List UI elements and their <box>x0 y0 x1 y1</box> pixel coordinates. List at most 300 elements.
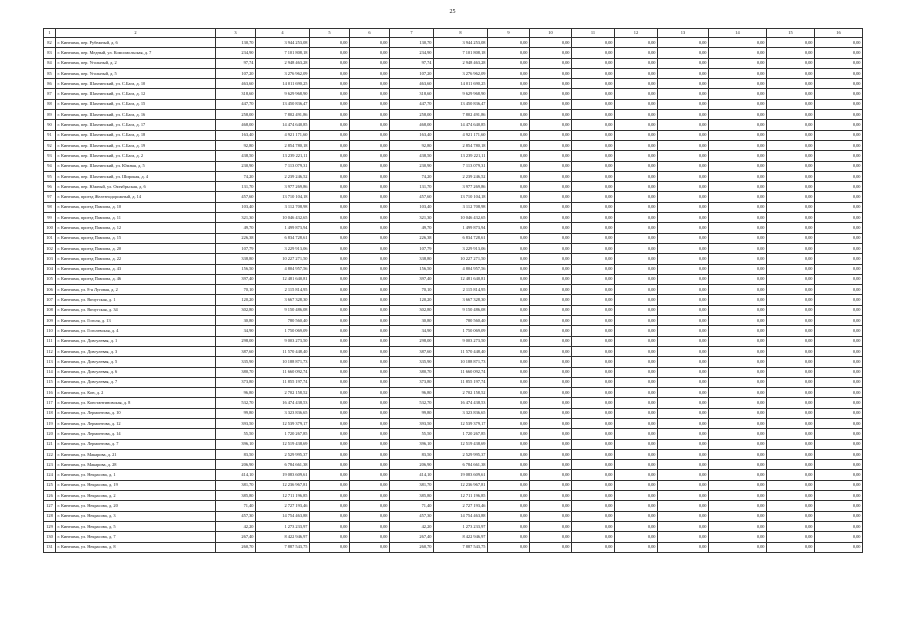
value-cell: 0,00 <box>709 388 767 398</box>
value-cell: 0,00 <box>310 346 350 356</box>
value-cell: 0,00 <box>488 79 530 89</box>
value-cell: 0,00 <box>530 491 572 501</box>
table-row <box>44 346 863 356</box>
value-cell: 8 422 946,97 <box>434 532 488 542</box>
value-cell: 0,00 <box>767 38 815 48</box>
address-cell: г. Кинешма, ул. Лермонтова, д. 14 <box>56 429 216 439</box>
value-cell: 14 754 463,88 <box>256 511 310 521</box>
value-cell: 0,00 <box>310 58 350 68</box>
value-cell: 12 539 379,17 <box>434 418 488 428</box>
value-cell: 457,30 <box>390 511 434 521</box>
row-number-cell: 93 <box>44 151 56 161</box>
address-cell: г. Кинешма, пер. Угольный, д. 2 <box>56 58 216 68</box>
value-cell: 0,00 <box>310 99 350 109</box>
value-cell: 0,00 <box>350 99 390 109</box>
value-cell: 2 529 995,37 <box>256 449 310 459</box>
row-number-cell: 120 <box>44 429 56 439</box>
row-number-cell: 92 <box>44 140 56 150</box>
value-cell: 1 720 267,85 <box>434 429 488 439</box>
value-cell: 0,00 <box>488 305 530 315</box>
value-cell: 0,00 <box>310 542 350 552</box>
value-cell: 14 474 640,85 <box>434 120 488 130</box>
address-cell: г. Кинешма, ул. Некрасова, д. 5 <box>56 521 216 531</box>
value-cell: 0,00 <box>709 357 767 367</box>
table-row <box>44 171 863 181</box>
column-number-10: 10 <box>530 29 572 38</box>
value-cell: 0,00 <box>572 346 615 356</box>
value-cell: 0,00 <box>658 521 709 531</box>
row-number-cell: 105 <box>44 274 56 284</box>
value-cell: 0,00 <box>767 140 815 150</box>
value-cell: 70,10 <box>390 285 434 295</box>
value-cell: 130,70 <box>216 38 256 48</box>
value-cell: 0,00 <box>530 223 572 233</box>
value-cell: 0,00 <box>709 460 767 470</box>
value-cell: 0,00 <box>658 491 709 501</box>
value-cell: 0,00 <box>709 140 767 150</box>
value-cell: 414,10 <box>390 470 434 480</box>
value-cell: 0,00 <box>615 38 658 48</box>
value-cell: 447,70 <box>390 99 434 109</box>
value-cell: 0,00 <box>767 110 815 120</box>
value-cell: 10 046 432,65 <box>434 213 488 223</box>
value-cell: 0,00 <box>658 130 709 140</box>
value-cell: 107,20 <box>390 68 434 78</box>
column-number-16: 16 <box>815 29 863 38</box>
value-cell: 0,00 <box>658 223 709 233</box>
value-cell: 0,00 <box>709 480 767 490</box>
table-row <box>44 130 863 140</box>
value-cell: 0,00 <box>709 99 767 109</box>
value-cell: 0,00 <box>709 305 767 315</box>
value-cell: 318,60 <box>390 89 434 99</box>
value-cell: 321,30 <box>390 213 434 223</box>
value-cell: 0,00 <box>350 171 390 181</box>
value-cell: 0,00 <box>488 213 530 223</box>
value-cell: 0,00 <box>310 336 350 346</box>
value-cell: 0,00 <box>767 480 815 490</box>
address-cell: г. Кинешма, пер. Шахтинский, ул. Южная, д. 5 <box>56 161 216 171</box>
value-cell: 0,00 <box>350 346 390 356</box>
value-cell: 0,00 <box>658 532 709 542</box>
value-cell: 30,80 <box>216 316 256 326</box>
value-cell: 0,00 <box>310 398 350 408</box>
value-cell: 0,00 <box>310 151 350 161</box>
value-cell: 780 560,40 <box>434 316 488 326</box>
value-cell: 0,00 <box>350 377 390 387</box>
value-cell: 0,00 <box>615 192 658 202</box>
value-cell: 0,00 <box>488 398 530 408</box>
value-cell: 0,00 <box>815 408 863 418</box>
address-cell: г. Кинешма, проезд Павлова, д. 12 <box>56 223 216 233</box>
value-cell: 14 011 690,25 <box>434 79 488 89</box>
value-cell: 0,00 <box>488 408 530 418</box>
value-cell: 0,00 <box>488 274 530 284</box>
value-cell: 0,00 <box>658 429 709 439</box>
value-cell: 0,00 <box>767 223 815 233</box>
value-cell: 0,00 <box>530 254 572 264</box>
value-cell: 0,00 <box>350 491 390 501</box>
row-number-cell: 100 <box>44 223 56 233</box>
value-cell: 2 727 193,46 <box>434 501 488 511</box>
value-cell: 9 003 273,50 <box>434 336 488 346</box>
value-cell: 0,00 <box>615 182 658 192</box>
value-cell: 19 083 609,61 <box>256 470 310 480</box>
value-cell: 163,40 <box>390 130 434 140</box>
value-cell: 49,70 <box>216 223 256 233</box>
value-cell: 0,00 <box>658 264 709 274</box>
address-cell: г. Кинешма, проезд Железнодорожный, д. 14 <box>56 192 216 202</box>
value-cell: 267,40 <box>216 532 256 542</box>
value-cell: 414,10 <box>216 470 256 480</box>
value-cell: 0,00 <box>488 501 530 511</box>
value-cell: 0,00 <box>767 439 815 449</box>
table-row <box>44 264 863 274</box>
value-cell: 0,00 <box>350 336 390 346</box>
value-cell: 0,00 <box>530 264 572 274</box>
value-cell: 0,00 <box>658 501 709 511</box>
value-cell: 0,00 <box>572 233 615 243</box>
value-cell: 0,00 <box>572 58 615 68</box>
value-cell: 11 660 092,74 <box>256 367 310 377</box>
value-cell: 9 003 273,50 <box>256 336 310 346</box>
value-cell: 0,00 <box>572 68 615 78</box>
value-cell: 0,00 <box>488 491 530 501</box>
value-cell: 206,90 <box>390 460 434 470</box>
value-cell: 1 750 069,09 <box>256 326 310 336</box>
value-cell: 0,00 <box>815 120 863 130</box>
value-cell: 0,00 <box>615 326 658 336</box>
value-cell: 0,00 <box>572 491 615 501</box>
address-cell: г. Кинешма, пер. Шахтинский, ул. С.Бага, д. 16 <box>56 110 216 120</box>
value-cell: 0,00 <box>350 388 390 398</box>
value-cell: 0,00 <box>767 460 815 470</box>
row-number-cell: 91 <box>44 130 56 140</box>
column-number-2: 2 <box>56 29 216 38</box>
value-cell: 42,20 <box>216 521 256 531</box>
value-cell: 0,00 <box>658 89 709 99</box>
value-cell: 0,00 <box>350 511 390 521</box>
value-cell: 0,00 <box>615 377 658 387</box>
value-cell: 0,00 <box>310 480 350 490</box>
value-cell: 0,00 <box>615 99 658 109</box>
value-cell: 0,00 <box>615 161 658 171</box>
value-cell: 0,00 <box>815 38 863 48</box>
value-cell: 0,00 <box>815 418 863 428</box>
row-number-cell: 128 <box>44 511 56 521</box>
value-cell: 0,00 <box>815 357 863 367</box>
value-cell: 0,00 <box>530 171 572 181</box>
value-cell: 0,00 <box>530 99 572 109</box>
value-cell: 0,00 <box>815 68 863 78</box>
row-number-cell: 99 <box>44 213 56 223</box>
value-cell: 2 115 814,95 <box>434 285 488 295</box>
row-number-cell: 113 <box>44 357 56 367</box>
value-cell: 0,00 <box>488 449 530 459</box>
value-cell: 373,80 <box>390 377 434 387</box>
register-table <box>43 28 863 553</box>
value-cell: 0,00 <box>815 213 863 223</box>
value-cell: 0,00 <box>658 202 709 212</box>
value-cell: 0,00 <box>488 120 530 130</box>
value-cell: 387,60 <box>216 346 256 356</box>
row-number-cell: 104 <box>44 264 56 274</box>
value-cell: 260,70 <box>216 542 256 552</box>
value-cell: 0,00 <box>530 449 572 459</box>
value-cell: 0,00 <box>615 223 658 233</box>
value-cell: 0,00 <box>767 243 815 253</box>
value-cell: 0,00 <box>488 377 530 387</box>
value-cell: 0,00 <box>310 48 350 58</box>
value-cell: 0,00 <box>310 68 350 78</box>
table-row <box>44 99 863 109</box>
value-cell: 0,00 <box>572 99 615 109</box>
value-cell: 0,00 <box>310 316 350 326</box>
value-cell: 0,00 <box>658 99 709 109</box>
value-cell: 0,00 <box>488 68 530 78</box>
value-cell: 0,00 <box>350 254 390 264</box>
value-cell: 0,00 <box>530 120 572 130</box>
value-cell: 0,00 <box>350 223 390 233</box>
value-cell: 0,00 <box>767 336 815 346</box>
address-cell: г. Кинешма, ул. Некрасова, д. 7 <box>56 532 216 542</box>
address-cell: г. Кинешма, ул. Довгулевая, д. 7 <box>56 377 216 387</box>
value-cell: 0,00 <box>572 532 615 542</box>
table-row <box>44 243 863 253</box>
value-cell: 0,00 <box>350 89 390 99</box>
value-cell: 0,00 <box>767 418 815 428</box>
table-row <box>44 398 863 408</box>
value-cell: 0,00 <box>767 48 815 58</box>
value-cell: 13 450 836,47 <box>256 99 310 109</box>
value-cell: 0,00 <box>767 326 815 336</box>
value-cell: 0,00 <box>615 202 658 212</box>
column-number-4: 4 <box>256 29 310 38</box>
row-number-cell: 129 <box>44 521 56 531</box>
value-cell: 0,00 <box>615 213 658 223</box>
column-number-12: 12 <box>615 29 658 38</box>
value-cell: 107,79 <box>216 243 256 253</box>
value-cell: 0,00 <box>658 480 709 490</box>
value-cell: 0,00 <box>709 120 767 130</box>
value-cell: 0,00 <box>767 429 815 439</box>
value-cell: 0,00 <box>615 532 658 542</box>
value-cell: 0,00 <box>530 480 572 490</box>
value-cell: 0,00 <box>530 398 572 408</box>
table-row <box>44 79 863 89</box>
value-cell: 0,00 <box>350 398 390 408</box>
row-number-cell: 94 <box>44 161 56 171</box>
value-cell: 7 887 543,75 <box>256 542 310 552</box>
value-cell: 0,00 <box>658 336 709 346</box>
value-cell: 0,00 <box>815 202 863 212</box>
value-cell: 397,40 <box>216 274 256 284</box>
value-cell: 0,00 <box>615 79 658 89</box>
value-cell: 0,00 <box>767 367 815 377</box>
value-cell: 0,00 <box>350 367 390 377</box>
table-row <box>44 542 863 552</box>
value-cell: 7 802 491,86 <box>434 110 488 120</box>
value-cell: 10 046 432,65 <box>256 213 310 223</box>
value-cell: 0,00 <box>310 408 350 418</box>
value-cell: 0,00 <box>709 274 767 284</box>
value-cell: 55,50 <box>216 429 256 439</box>
value-cell: 0,00 <box>350 274 390 284</box>
value-cell: 0,00 <box>709 58 767 68</box>
value-cell: 30,80 <box>390 316 434 326</box>
table-row <box>44 367 863 377</box>
table-row <box>44 120 863 130</box>
value-cell: 1 750 069,09 <box>434 326 488 336</box>
value-cell: 0,00 <box>767 511 815 521</box>
value-cell: 0,00 <box>350 140 390 150</box>
value-cell: 0,00 <box>615 68 658 78</box>
value-cell: 0,00 <box>350 532 390 542</box>
value-cell: 0,00 <box>530 336 572 346</box>
value-cell: 0,00 <box>488 99 530 109</box>
value-cell: 0,00 <box>767 233 815 243</box>
value-cell: 0,00 <box>767 171 815 181</box>
value-cell: 71,40 <box>390 501 434 511</box>
value-cell: 0,00 <box>488 140 530 150</box>
address-cell: г. Кинешма, ул. Довгулевая, д. 6 <box>56 367 216 377</box>
value-cell: 0,00 <box>350 470 390 480</box>
value-cell: 1 273 233,97 <box>256 521 310 531</box>
value-cell: 0,00 <box>572 223 615 233</box>
value-cell: 0,00 <box>350 460 390 470</box>
address-cell: г. Кинешма, пер. Шахтинский, ул. С.Бага, д. 19 <box>56 140 216 150</box>
value-cell: 0,00 <box>488 346 530 356</box>
value-cell: 0,00 <box>815 316 863 326</box>
row-number-cell: 87 <box>44 89 56 99</box>
table-row <box>44 140 863 150</box>
value-cell: 0,00 <box>310 140 350 150</box>
value-cell: 468,00 <box>390 120 434 130</box>
value-cell: 0,00 <box>310 511 350 521</box>
value-cell: 0,00 <box>658 295 709 305</box>
value-cell: 0,00 <box>709 295 767 305</box>
value-cell: 0,00 <box>615 264 658 274</box>
value-cell: 0,00 <box>615 120 658 130</box>
value-cell: 10 227 271,50 <box>256 254 310 264</box>
value-cell: 10 188 871,73 <box>434 357 488 367</box>
value-cell: 396,10 <box>390 439 434 449</box>
value-cell: 258,00 <box>390 110 434 120</box>
value-cell: 457,60 <box>216 192 256 202</box>
value-cell: 0,00 <box>709 151 767 161</box>
value-cell: 0,00 <box>815 480 863 490</box>
value-cell: 70,10 <box>216 285 256 295</box>
value-cell: 0,00 <box>658 346 709 356</box>
value-cell: 103,40 <box>216 202 256 212</box>
value-cell: 0,00 <box>572 511 615 521</box>
value-cell: 107,79 <box>390 243 434 253</box>
value-cell: 7 113 079,31 <box>434 161 488 171</box>
value-cell: 0,00 <box>572 243 615 253</box>
value-cell: 0,00 <box>350 68 390 78</box>
value-cell: 0,00 <box>572 171 615 181</box>
value-cell: 0,00 <box>815 254 863 264</box>
value-cell: 0,00 <box>310 295 350 305</box>
value-cell: 0,00 <box>815 182 863 192</box>
value-cell: 0,00 <box>310 326 350 336</box>
value-cell: 0,00 <box>530 285 572 295</box>
table-row <box>44 336 863 346</box>
value-cell: 0,00 <box>615 408 658 418</box>
value-cell: 83,50 <box>390 449 434 459</box>
value-cell: 0,00 <box>488 182 530 192</box>
table-row <box>44 408 863 418</box>
value-cell: 156,50 <box>390 264 434 274</box>
address-cell: г. Кинешма, пер. Медный, ул. Комсомольская, д. 7 <box>56 48 216 58</box>
value-cell: 230,90 <box>216 161 256 171</box>
value-cell: 0,00 <box>615 243 658 253</box>
value-cell: 385,80 <box>216 491 256 501</box>
value-cell: 0,00 <box>488 367 530 377</box>
row-number-cell: 124 <box>44 470 56 480</box>
value-cell: 0,00 <box>310 110 350 120</box>
value-cell: 0,00 <box>658 408 709 418</box>
value-cell: 0,00 <box>310 357 350 367</box>
row-number-cell: 85 <box>44 68 56 78</box>
value-cell: 0,00 <box>615 521 658 531</box>
value-cell: 0,00 <box>310 418 350 428</box>
value-cell: 0,00 <box>658 161 709 171</box>
value-cell: 4 921 171,60 <box>434 130 488 140</box>
column-number-13: 13 <box>658 29 709 38</box>
address-cell: г. Кинешма, пер. Шахтинский, ул. С.Бага, д. 10 <box>56 79 216 89</box>
value-cell: 0,00 <box>709 470 767 480</box>
value-cell: 0,00 <box>767 79 815 89</box>
value-cell: 16 474 438,53 <box>256 398 310 408</box>
value-cell: 0,00 <box>530 388 572 398</box>
table-row <box>44 68 863 78</box>
value-cell: 0,00 <box>815 243 863 253</box>
column-number-3: 3 <box>216 29 256 38</box>
value-cell: 0,00 <box>767 357 815 367</box>
value-cell: 0,00 <box>488 223 530 233</box>
row-number-cell: 106 <box>44 285 56 295</box>
value-cell: 3 276 962,09 <box>434 68 488 78</box>
value-cell: 0,00 <box>572 305 615 315</box>
address-cell: г. Кинешма, пер. Угольный, д. 5 <box>56 68 216 78</box>
value-cell: 0,00 <box>658 58 709 68</box>
value-cell: 0,00 <box>709 491 767 501</box>
value-cell: 0,00 <box>767 532 815 542</box>
table-row <box>44 223 863 233</box>
value-cell: 0,00 <box>658 182 709 192</box>
value-cell: 0,00 <box>767 449 815 459</box>
value-cell: 438,50 <box>390 151 434 161</box>
address-cell: г. Кинешма, ул. Довгулевая, д. 1 <box>56 336 216 346</box>
value-cell: 0,00 <box>767 161 815 171</box>
column-number-1: 1 <box>44 29 56 38</box>
value-cell: 0,00 <box>572 110 615 120</box>
value-cell: 120,20 <box>216 295 256 305</box>
value-cell: 3 944 253,08 <box>434 38 488 48</box>
value-cell: 1 499 873,94 <box>256 223 310 233</box>
table-row <box>44 58 863 68</box>
value-cell: 0,00 <box>350 58 390 68</box>
address-cell: г. Кинешма, ул. Некрасова, д. 19 <box>56 480 216 490</box>
value-cell: 0,00 <box>815 460 863 470</box>
value-cell: 0,00 <box>572 295 615 305</box>
value-cell: 0,00 <box>658 326 709 336</box>
table-row <box>44 233 863 243</box>
value-cell: 0,00 <box>815 326 863 336</box>
value-cell: 12 481 640,81 <box>256 274 310 284</box>
value-cell: 8 422 946,97 <box>256 532 310 542</box>
